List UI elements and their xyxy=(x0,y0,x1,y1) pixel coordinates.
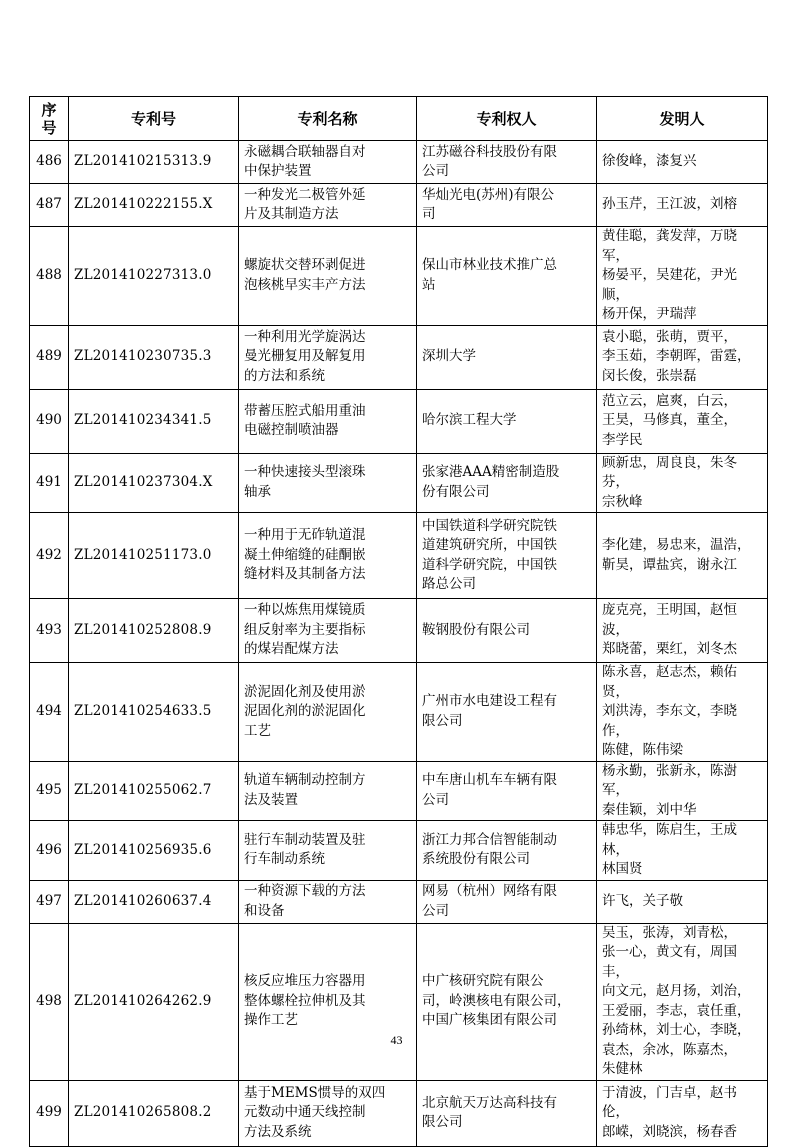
cell-inventors-line: 李化建，易忠来，温浩， xyxy=(602,537,751,553)
cell-inventors xyxy=(597,453,768,513)
cell-inventors xyxy=(597,880,768,923)
cell-inventors-line: 顾新忠，周良良，朱冬芬， xyxy=(602,454,737,490)
cell-patent-name-line: 工艺 xyxy=(244,722,271,739)
cell-patentee xyxy=(417,513,597,599)
cell-patent-name-line: 中保护装置 xyxy=(244,163,312,179)
cell-patentee-line: 浙江力邦合信智能制动 xyxy=(422,831,557,848)
cell-inventors-line: 王爱丽，李志，袁任重， xyxy=(602,1002,751,1019)
cell-patent-name xyxy=(239,184,417,227)
cell-inventors xyxy=(597,923,768,1080)
cell-seq: 497 xyxy=(30,880,69,923)
cell-patentee-line: 司，岭澳核电有限公司， xyxy=(422,992,571,1009)
cell-patent-name-line: 缝材料及其制备方法 xyxy=(244,566,366,583)
cell-patentee-line: 中国铁道科学研究院铁 xyxy=(422,517,557,534)
cell-patentee-line: 中国广核集团有限公司 xyxy=(422,1012,557,1029)
cell-patent-name-line: 淤泥固化剂及使用淤 xyxy=(244,683,366,700)
header-patent-name: 专利名称 xyxy=(239,97,417,141)
cell-patentee-line: 哈尔滨工程大学 xyxy=(422,412,517,429)
cell-seq: 494 xyxy=(30,663,69,762)
cell-inventors-line: 韩忠华，陈启生，王成林， xyxy=(602,822,737,858)
cell-patent-name-line: 凝土伸缩缝的硅酮嵌 xyxy=(244,546,366,563)
cell-inventors-line: 孙玉芹，王江波，刘榕 xyxy=(602,196,737,213)
cell-patentee xyxy=(417,821,597,881)
cell-patent-name-line: 整体螺栓拉伸机及其 xyxy=(244,992,366,1009)
cell-patentee-line: 限公司 xyxy=(422,712,463,729)
cell-inventors-line: 秦佳颖，刘中华 xyxy=(602,801,697,818)
cell-patent-name xyxy=(239,389,417,453)
cell-patentee-line: 公司 xyxy=(422,902,449,919)
cell-patent-name-line: 基于MEMS惯导的双四 xyxy=(244,1084,386,1101)
cell-patent-name xyxy=(239,1080,417,1146)
table-row xyxy=(30,663,768,762)
cell-patent-name-line: 核反应堆压力容器用 xyxy=(244,973,366,990)
cell-patentee-line: 司 xyxy=(422,206,436,222)
patent-table-container xyxy=(29,96,767,1147)
cell-patentee-line: 限公司 xyxy=(422,1114,463,1130)
cell-patent-name-line: 曼光栅复用及解复用 xyxy=(244,348,366,365)
cell-patentee-line: 道建筑研究所，中国铁 xyxy=(422,537,557,553)
cell-seq: 488 xyxy=(30,227,69,326)
cell-inventors-line: 刘洪涛，李东文，李晓作， xyxy=(602,703,737,739)
cell-inventors xyxy=(597,599,768,663)
cell-patent-no: ZL201410234341.5 xyxy=(69,389,239,453)
cell-patentee xyxy=(417,227,597,326)
cell-patent-name-line: 的煤岩配煤方法 xyxy=(244,641,339,658)
cell-patent-no: ZL201410222155.X xyxy=(69,184,239,227)
cell-inventors-line: 徐俊峰，漆复兴 xyxy=(602,153,697,170)
table-row xyxy=(30,513,768,599)
cell-patentee-line: 北京航天万达高科技有 xyxy=(422,1094,557,1111)
cell-seq: 498 xyxy=(30,923,69,1080)
cell-patent-name-line: 操作工艺 xyxy=(244,1012,298,1029)
cell-patent-name-line: 泡核桃早实丰产方法 xyxy=(244,276,366,293)
table-row xyxy=(30,821,768,881)
cell-patent-name-line: 片及其制造方法 xyxy=(244,206,339,222)
cell-patent-name xyxy=(239,227,417,326)
cell-seq: 496 xyxy=(30,821,69,881)
cell-patentee-line: 中车唐山机车车辆有限 xyxy=(422,772,557,789)
table-header-row xyxy=(30,97,768,141)
cell-patent-name-line: 一种利用光学旋涡达 xyxy=(244,328,366,345)
cell-patent-name xyxy=(239,663,417,762)
cell-patent-name xyxy=(239,599,417,663)
cell-patentee-line: 张家港AAA精密制造股 xyxy=(422,464,560,481)
cell-inventors xyxy=(597,663,768,762)
cell-inventors-line: 黄佳聪，龚发萍，万晓军， xyxy=(602,228,737,264)
cell-patentee xyxy=(417,880,597,923)
cell-patent-name xyxy=(239,923,417,1080)
cell-patentee-line: 路总公司 xyxy=(422,576,476,592)
cell-inventors-line: 王昊，马修真，董全， xyxy=(602,412,737,429)
cell-inventors xyxy=(597,1080,768,1146)
cell-patent-no: ZL201410237304.X xyxy=(69,453,239,513)
cell-patent-name xyxy=(239,821,417,881)
cell-patent-name-line: 泥固化剂的淤泥固化 xyxy=(244,703,366,719)
cell-patentee-line: 深圳大学 xyxy=(422,348,476,365)
cell-inventors-line: 宗秋峰 xyxy=(602,493,643,510)
cell-inventors-line: 郎嵘，刘晓滨，杨春香 xyxy=(602,1123,737,1140)
cell-seq: 487 xyxy=(30,184,69,227)
cell-patent-name-line: 电磁控制喷油器 xyxy=(244,422,339,438)
table-row xyxy=(30,761,768,821)
cell-patent-name-line: 组反射率为主要指标 xyxy=(244,621,366,638)
cell-patentee xyxy=(417,141,597,184)
cell-patentee-line: 站 xyxy=(422,276,436,293)
cell-patent-name-line: 驻行车制动装置及驻 xyxy=(244,831,366,848)
header-seq: 序号 xyxy=(30,97,69,141)
cell-patent-name-line: 元数动中通天线控制 xyxy=(244,1104,366,1121)
cell-inventors-line: 张一心，黄文有，周国丰， xyxy=(602,944,737,980)
cell-patent-name-line: 螺旋状交替环剥促进 xyxy=(244,257,366,274)
cell-patentee-line: 网易（杭州）网络有限 xyxy=(422,883,557,899)
table-row xyxy=(30,880,768,923)
cell-patent-name-line: 的方法和系统 xyxy=(244,367,325,384)
cell-patentee-line: 保山市林业技术推广总 xyxy=(422,257,557,274)
cell-inventors-line: 李学民 xyxy=(602,431,643,448)
table-row xyxy=(30,453,768,513)
cell-inventors-line: 杨晏平，吴建花，尹光顺， xyxy=(602,267,737,303)
cell-patentee xyxy=(417,184,597,227)
cell-inventors-line: 袁杰，余冰，陈嘉杰， xyxy=(602,1041,737,1058)
cell-patentee xyxy=(417,599,597,663)
cell-inventors-line: 袁小聪，张萌，贾平， xyxy=(602,328,737,345)
cell-patent-name-line: 带蓄压腔式船用重油 xyxy=(244,402,366,419)
cell-inventors-line: 陈健，陈伟梁 xyxy=(602,742,683,758)
cell-patentee xyxy=(417,1080,597,1146)
cell-patentee-line: 华灿光电(苏州)有限公 xyxy=(422,186,555,203)
table-row xyxy=(30,1080,768,1146)
cell-patentee xyxy=(417,325,597,389)
cell-patent-no: ZL201410260637.4 xyxy=(69,880,239,923)
cell-inventors-line: 林国贤 xyxy=(602,861,643,877)
header-inventors: 发明人 xyxy=(597,97,768,141)
cell-patent-no: ZL201410264262.9 xyxy=(69,923,239,1080)
cell-patent-no: ZL201410251173.0 xyxy=(69,513,239,599)
cell-seq: 493 xyxy=(30,599,69,663)
table-row xyxy=(30,227,768,326)
table-row xyxy=(30,599,768,663)
cell-patent-name-line: 行车制动系统 xyxy=(244,851,325,868)
cell-patentee-line: 公司 xyxy=(422,791,449,808)
cell-inventors xyxy=(597,513,768,599)
cell-inventors-line: 闵长俊，张崇磊 xyxy=(602,367,697,384)
cell-inventors-line: 杨开保，尹瑞萍 xyxy=(602,306,697,322)
cell-inventors-line: 庞克亮，王明国，赵恒波， xyxy=(602,602,737,638)
cell-inventors-line: 许飞，关子敬 xyxy=(602,892,683,909)
cell-patent-name-line: 一种以炼焦用煤镜质 xyxy=(244,602,366,619)
cell-seq: 492 xyxy=(30,513,69,599)
cell-seq: 499 xyxy=(30,1080,69,1146)
cell-patent-name xyxy=(239,453,417,513)
cell-patentee xyxy=(417,389,597,453)
cell-seq: 486 xyxy=(30,141,69,184)
cell-inventors-line: 李玉茹，李朝晖，雷霆， xyxy=(602,348,751,365)
header-patent-no: 专利号 xyxy=(69,97,239,141)
cell-patentee-line: 广州市水电建设工程有 xyxy=(422,693,557,710)
cell-patentee xyxy=(417,663,597,762)
cell-patentee xyxy=(417,923,597,1080)
cell-inventors-line: 杨永勤，张新永，陈澍军， xyxy=(602,762,737,798)
cell-patentee-line: 系统股份有限公司 xyxy=(422,851,530,868)
cell-seq: 491 xyxy=(30,453,69,513)
cell-patent-name-line: 一种资源下载的方法 xyxy=(244,883,366,899)
cell-seq: 490 xyxy=(30,389,69,453)
cell-inventors xyxy=(597,821,768,881)
cell-inventors xyxy=(597,389,768,453)
cell-seq: 495 xyxy=(30,761,69,821)
cell-inventors xyxy=(597,761,768,821)
cell-patent-name xyxy=(239,761,417,821)
cell-patent-no: ZL201410255062.7 xyxy=(69,761,239,821)
cell-inventors-line: 吴玉，张涛，刘青松， xyxy=(602,924,737,941)
cell-patent-no: ZL201410254633.5 xyxy=(69,663,239,762)
cell-patent-name-line: 一种发光二极管外延 xyxy=(244,186,366,203)
cell-patent-no: ZL201410256935.6 xyxy=(69,821,239,881)
cell-patent-name xyxy=(239,880,417,923)
cell-inventors-line: 孙绮林，刘士心，李晓， xyxy=(602,1022,751,1038)
table-row xyxy=(30,141,768,184)
cell-inventors xyxy=(597,141,768,184)
cell-patent-name-line: 轴承 xyxy=(244,483,271,500)
cell-inventors-line: 靳昊，谭盐宾，谢永江 xyxy=(602,556,737,573)
cell-seq: 489 xyxy=(30,325,69,389)
cell-patentee-line: 中广核研究院有限公 xyxy=(422,973,544,990)
page-number: 43 xyxy=(390,1033,403,1047)
cell-inventors xyxy=(597,184,768,227)
cell-patent-name-line: 一种快速接头型滚珠 xyxy=(244,464,366,481)
table-row xyxy=(30,923,768,1080)
table-row xyxy=(30,184,768,227)
table-row xyxy=(30,389,768,453)
cell-patentee-line: 份有限公司 xyxy=(422,483,490,500)
cell-patent-no: ZL201410227313.0 xyxy=(69,227,239,326)
cell-patent-name-line: 和设备 xyxy=(244,902,285,919)
cell-patentee-line: 道科学研究院，中国铁 xyxy=(422,556,557,573)
cell-patent-name-line: 永磁耦合联轴器自对 xyxy=(244,143,366,160)
cell-patent-no: ZL201410230735.3 xyxy=(69,325,239,389)
cell-inventors-line: 向文元，赵月扬，刘治， xyxy=(602,983,751,999)
cell-patent-name xyxy=(239,325,417,389)
cell-patent-name-line: 轨道车辆制动控制方 xyxy=(244,772,366,789)
table-body xyxy=(30,141,768,1147)
cell-patent-name-line: 一种用于无砟轨道混 xyxy=(244,527,366,544)
cell-patent-name-line: 法及装置 xyxy=(244,791,298,808)
cell-inventors-line: 范立云，扈爽，白云， xyxy=(602,392,737,409)
patent-table xyxy=(29,96,768,1147)
cell-patentee-line: 鞍钢股份有限公司 xyxy=(422,621,530,638)
cell-patent-name-line: 方法及系统 xyxy=(244,1123,312,1140)
table-row xyxy=(30,325,768,389)
cell-inventors-line: 郑晓蕾，栗红，刘冬杰 xyxy=(602,641,737,658)
cell-patent-name xyxy=(239,141,417,184)
cell-patentee xyxy=(417,453,597,513)
cell-inventors xyxy=(597,227,768,326)
cell-inventors-line: 朱健林 xyxy=(602,1061,643,1077)
header-patentee: 专利权人 xyxy=(417,97,597,141)
cell-inventors-line: 陈永喜，赵志杰，赖佑贤， xyxy=(602,664,737,700)
cell-inventors xyxy=(597,325,768,389)
cell-patent-name xyxy=(239,513,417,599)
cell-patentee-line: 江苏磁谷科技股份有限 xyxy=(422,143,557,160)
cell-patent-no: ZL201410265808.2 xyxy=(69,1080,239,1146)
cell-patentee-line: 公司 xyxy=(422,163,449,179)
cell-inventors-line: 于清波，门吉卓，赵书伦， xyxy=(602,1084,737,1121)
cell-patent-no: ZL201410215313.9 xyxy=(69,141,239,184)
cell-patentee xyxy=(417,761,597,821)
cell-patent-no: ZL201410252808.9 xyxy=(69,599,239,663)
